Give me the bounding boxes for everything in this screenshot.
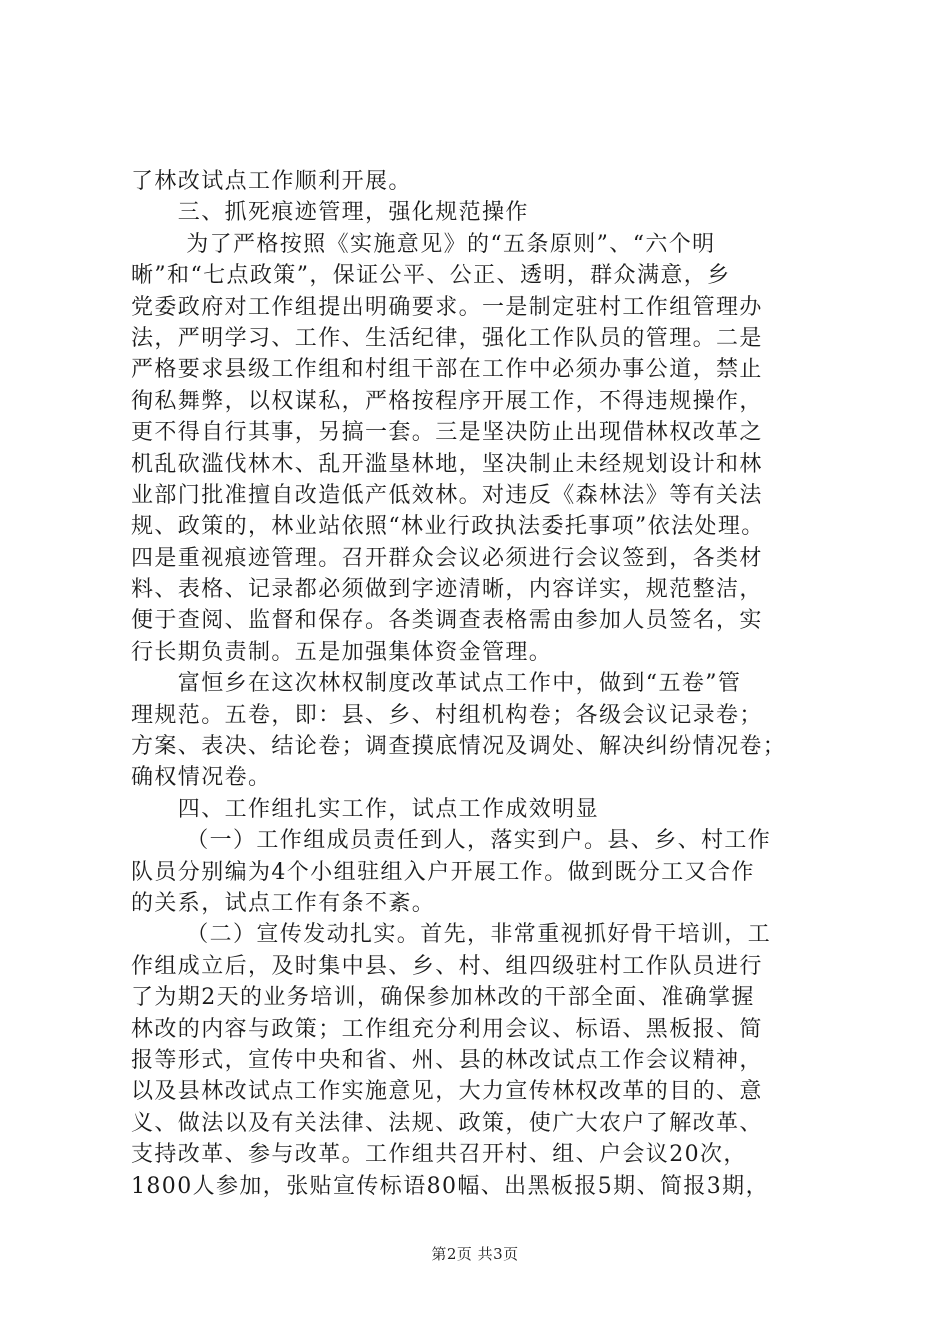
- text-line: （一）工作组成员责任到人，落实到户。县、乡、村工作: [131, 828, 772, 854]
- text-line: 队员分别编为4个小组驻组入户开展工作。做到既分工又合作: [131, 859, 755, 885]
- text-line: 富恒乡在这次林权制度改革试点工作中，做到“五卷”管: [131, 671, 742, 697]
- text-line: 以及县林改试点工作实施意见，大力宣传林权改革的目的、意: [131, 1079, 763, 1105]
- text-line: 作组成立后，及时集中县、乡、村、组四级驻村工作队员进行: [131, 953, 763, 979]
- text-line: 方案、表决、结论卷；调查摸底情况及调处、解决纠纷情况卷；: [131, 734, 787, 760]
- page-footer: 第2页 共3页: [431, 1245, 519, 1263]
- text-line: 1800人参加，张贴宣传标语80幅、出黑板报5期、简报3期，: [131, 1173, 769, 1199]
- text-line: 了林改试点工作顺利开展。: [131, 169, 412, 194]
- text-line: 了为期2天的业务培训，确保参加林改的干部全面、准确掌握: [131, 985, 755, 1011]
- text-line: 法，严明学习、工作、生活纪律，强化工作队员的管理。二是: [131, 325, 763, 351]
- text-line: 党委政府对工作组提出明确要求。一是制定驻村工作组管理办: [131, 294, 763, 320]
- text-line: 严格要求县级工作组和村组干部在工作中必须办事公道，禁止: [131, 357, 763, 383]
- text-line: 机乱砍滥伐林木、乱开滥垦林地，坚决制止未经规划设计和林: [131, 451, 763, 477]
- text-line: （二）宣传发动扎实。首先，非常重视抓好骨干培训，工: [131, 922, 772, 948]
- text-line: 晰”和“七点政策”，保证公平、公正、透明，群众满意，乡: [131, 263, 731, 289]
- text-line: 理规范。五卷，即：县、乡、村组机构卷；各级会议记录卷；: [131, 702, 763, 728]
- text-line: 的关系，试点工作有条不紊。: [131, 890, 436, 916]
- text-line: 确权情况卷。: [131, 765, 272, 791]
- text-line: 规、政策的，林业站依照“林业行政执法委托事项”依法处理。: [131, 514, 765, 540]
- document-body: [131, 166, 831, 1202]
- text-line: 业部门批准擅自改造低产低效林。对违反《森林法》等有关法: [131, 482, 763, 508]
- text-line: 义、做法以及有关法律、法规、政策，使广大农户了解改革、: [131, 1110, 763, 1136]
- text-line: 报等形式，宣传中央和省、州、县的林改试点工作会议精神，: [131, 1047, 763, 1073]
- section-heading: 三、抓死痕迹管理，强化规范操作: [131, 200, 529, 226]
- text-line: 料、表格、记录都必须做到字迹清晰，内容详实，规范整洁，: [131, 577, 763, 603]
- text-line: 徇私舞弊，以权谋私，严格按程序开展工作，不得违规操作，: [131, 388, 763, 414]
- text-line: 行长期负责制。五是加强集体资金管理。: [131, 639, 553, 665]
- section-heading: 四、工作组扎实工作，试点工作成效明显: [131, 796, 600, 822]
- text-line: 为了严格按照《实施意见》的“五条原则”、“六个明: [131, 231, 716, 257]
- text-line: 支持改革、参与改革。工作组共召开村、组、户会议20次，: [131, 1142, 747, 1168]
- text-line: 林改的内容与政策；工作组充分利用会议、标语、黑板报、简: [131, 1016, 763, 1042]
- text-line: 便于查阅、监督和保存。各类调查表格需由参加人员签名，实: [131, 608, 763, 634]
- text-line: 四是重视痕迹管理。召开群众会议必须进行会议签到，各类材: [131, 545, 763, 571]
- text-line: 更不得自行其事，另搞一套。三是坚决防止出现借林权改革之: [131, 420, 763, 446]
